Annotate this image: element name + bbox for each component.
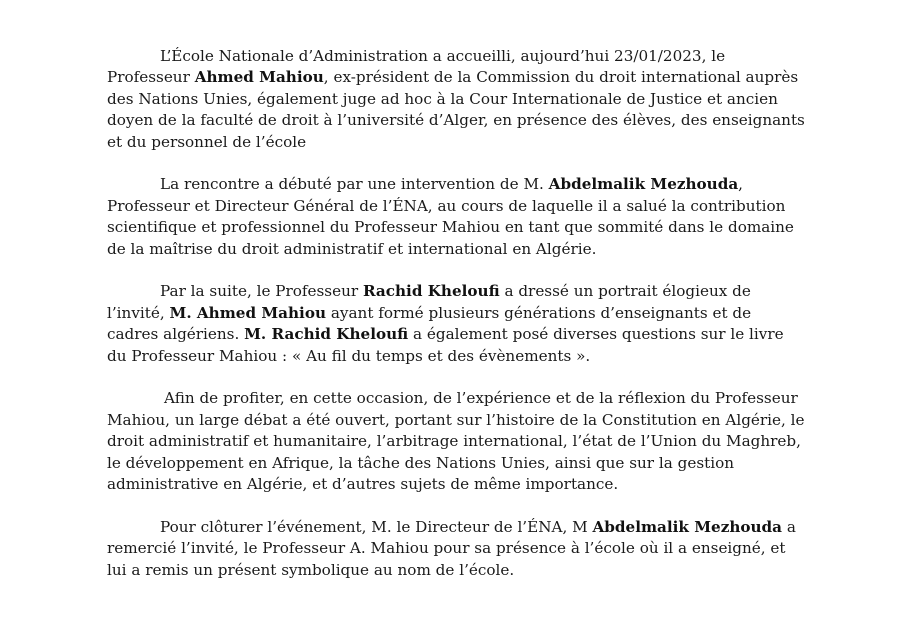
bold-name: Abdelmalik Mezhouda xyxy=(592,517,783,536)
bold-name: M. Ahmed Mahiou xyxy=(169,303,327,322)
bold-name: Ahmed Mahiou xyxy=(194,68,324,87)
bold-name: Abdelmalik Mezhouda xyxy=(548,175,739,194)
bold-name: M. Rachid Kheloufi xyxy=(244,325,409,344)
text-run: , ex-président de la Commission du droit international auprès des Nations Unies, également juge ad hoc à la Cour Internationale de Justice et ancien doyen de la faculté de droit à l’université d’Alger, en présence des élèves, des enseignants et du personnel de l’école xyxy=(107,68,805,151)
text-run: La rencontre a débuté par une intervention de M. xyxy=(160,175,549,194)
paragraph-portrait xyxy=(107,281,807,367)
text-run: a également posé diverses questions sur le livre du Professeur Mahiou : « Au fil du temps et des évènements ». xyxy=(107,325,784,365)
text-run: Afin de profiter, en cette occasion, de l’expérience et de la réflexion du Professeur Mahiou, un large débat a été ouvert, portant sur l’histoire de la Constitution en Algérie, le droit administratif et humanitaire, l’arbitrage international, l’état de l’Union du Maghreb, le développement en Afrique, la tâche des Nations Unies, ainsi que sur la gestion administrative en Algérie, et d’autres sujets de même importance. xyxy=(107,389,805,494)
paragraph-welcome xyxy=(107,46,807,153)
text-run: , Professeur et Directeur Général de l’ÉNA, au cours de laquelle il a salué la contribution scientifique et professionnel du Professeur Mahiou en tant que sommité dans le domaine de la maîtrise du droit administratif et international en Algérie. xyxy=(107,175,794,258)
paragraph-closing xyxy=(107,517,807,581)
document-body xyxy=(107,46,807,581)
paragraph-debate xyxy=(107,388,807,495)
text-run: a dressé un portrait élogieux de l’invité, xyxy=(107,282,751,322)
text-run: Par la suite, le Professeur xyxy=(160,282,363,301)
text-run: L’École Nationale d’Administration a accueilli, aujourd’hui 23/01/2023, le Professeur xyxy=(107,47,726,87)
paragraph-opening xyxy=(107,174,807,260)
text-run: a remercié l’invité, le Professeur A. Mahiou pour sa présence à l’école où il a enseigné, et lui a remis un présent symbolique au nom de l’école. xyxy=(107,517,796,579)
text-run: ayant formé plusieurs générations d’enseignants et de cadres algériens. xyxy=(107,303,752,344)
text-run: Pour clôturer l’événement, M. le Directeur de l’ÉNA, M xyxy=(160,517,593,536)
bold-name: Rachid Kheloufi xyxy=(362,282,500,301)
